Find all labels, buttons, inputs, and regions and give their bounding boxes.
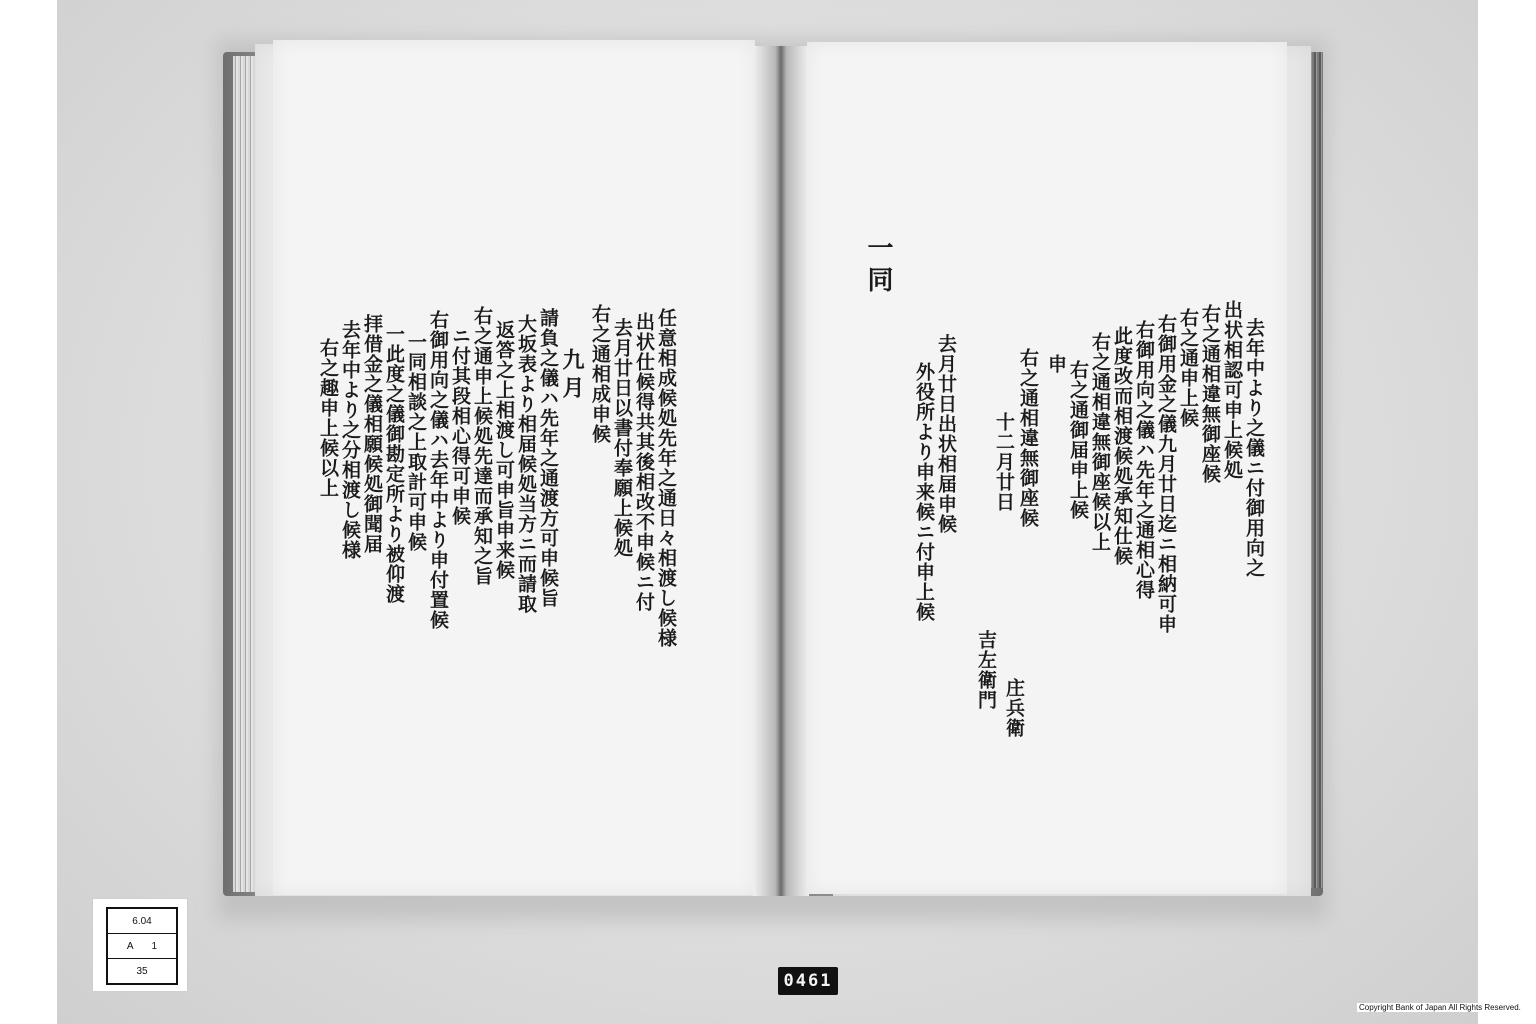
right-page-column: 此度改而相渡候処承知仕候 [1111, 326, 1133, 566]
left-page-column: 右之趣申上候以上 [317, 338, 339, 498]
book-gutter [753, 46, 809, 896]
right-page-column: 右御用金之儀九月廿日迄ニ相納可申 [1155, 314, 1177, 634]
left-page-column: 去月廿日以書付奉願上候処 [611, 318, 633, 558]
right-page-column: 右之通申上候 [1177, 308, 1199, 428]
catalog-volume: 35 [136, 965, 148, 977]
right-page-column: 右之通相違無御座候 [1017, 348, 1039, 528]
catalog-series-letter: A [126, 940, 134, 952]
right-page-column: 外役所より申来候ニ付申上候 [913, 362, 935, 622]
left-page-column: 請負之儀ハ先年之通渡方可申候旨 [537, 308, 559, 608]
left-page-column: ニ付其段相心得可申候 [449, 326, 471, 526]
catalog-number: 6.04 [132, 915, 152, 927]
right-page-column: 申 [1045, 354, 1067, 374]
right-page-column: 出状相認可申上候処 [1221, 300, 1243, 480]
left-page-column: 一此度之儀御勘定所より被仰渡 [383, 324, 405, 604]
left-page-column: 返答之上相渡し可申旨申来候 [493, 320, 515, 580]
left-page-column: 任意相成候処先年之通日々相渡し候様 [655, 308, 677, 648]
right-page [807, 42, 1287, 894]
signature: 庄兵衛 [1003, 678, 1025, 738]
left-page-column: 拝借金之儀相願候処御聞届 [361, 314, 383, 554]
scanned-book-image [57, 0, 1478, 1024]
left-page-column: 去年中より之分相渡し候様 [339, 320, 361, 560]
catalog-label-row [108, 909, 176, 934]
left-page-column: 出状仕候得共其後相改不申候ニ付 [633, 312, 655, 612]
left-page-column: 大坂表より相届候処当方ニ而請取 [515, 314, 537, 614]
left-page [273, 40, 755, 895]
left-page-column: 右之通相成申候 [589, 304, 611, 444]
right-page-column: 去月廿日出状相届申候 [935, 334, 957, 534]
catalog-label-box [106, 907, 178, 985]
copyright-notice: Copyright Bank of Japan All Rights Reserved. [1359, 1003, 1521, 1012]
right-page-column: 右御用向之儀ハ先年之通相心得 [1133, 320, 1155, 600]
right-page-date: 十二月廿日 [993, 412, 1015, 512]
left-page-month-heading: 九月 [559, 348, 585, 404]
left-page-column: 右之通申上候処先達而承知之旨 [471, 306, 493, 586]
signature: 吉左衛門 [975, 630, 997, 710]
right-page-column: 右之通御届申上候 [1067, 360, 1089, 520]
catalog-label [92, 898, 188, 992]
frame-number: 0461 [778, 967, 838, 995]
left-page-column: 右御用向之儀ハ去年中より申付置候 [427, 310, 449, 630]
catalog-series-number: 1 [151, 940, 158, 952]
catalog-label-row [108, 934, 176, 959]
catalog-label-row [108, 959, 176, 983]
right-page-heading: 一同 [863, 234, 893, 298]
left-page-column: 一同相談之上取計可申候 [405, 332, 427, 552]
right-page-column: 去年中より之儀ニ付御用向之 [1243, 318, 1265, 578]
right-page-column: 右之通相違無御座候 [1199, 304, 1221, 484]
right-page-column: 右之通相違無御座候以上 [1089, 332, 1111, 552]
